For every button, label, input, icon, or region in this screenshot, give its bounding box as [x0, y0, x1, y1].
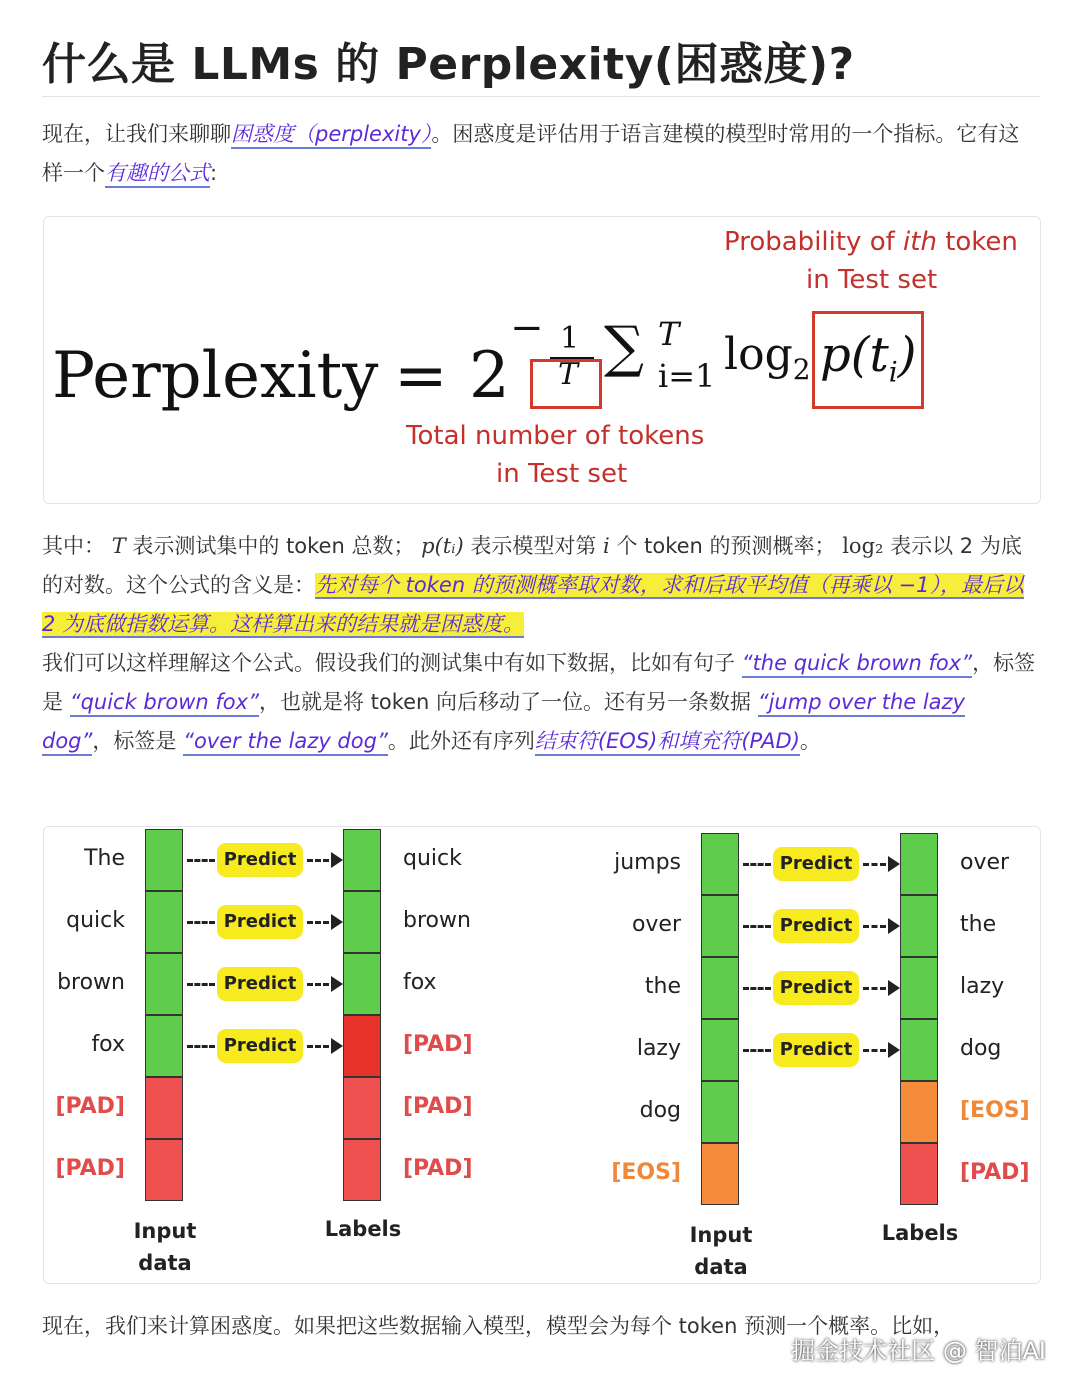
right-input-cell [701, 1019, 739, 1081]
perplexity-link[interactable]: 困惑度（perplexity） [231, 122, 431, 149]
left-label-token: brown [403, 908, 471, 933]
left-predict-label: Predict [217, 967, 303, 1001]
right-arrow-dash [743, 987, 771, 990]
left-input-token: The [84, 846, 125, 871]
right-input-token: [EOS] [611, 1160, 681, 1185]
explain-text: 表示以 2 为底的对数。这个公式的含义是： [42, 534, 1022, 597]
left-input-token: fox [91, 1032, 125, 1057]
right-label-cell [900, 895, 938, 957]
left-label-token: fox [403, 970, 437, 995]
explain-text: 表示测试集中的 token 总数； [132, 534, 415, 558]
highlighted-meaning: 先对每个 token 的预测概率取对数，求和后取平均值（再乘以 −1），最后以 2 为底做指数运算。这样算出来的结果就是困惑度。 [42, 573, 1024, 636]
left-input-cell [145, 953, 183, 1015]
left-label-caption: Labels [324, 1217, 402, 1241]
left-label-token: quick [403, 846, 462, 871]
left-input-caption: Input data [133, 1219, 197, 1275]
explain-text: 表示模型对第 [470, 534, 597, 558]
example-link-1[interactable]: “the quick brown fox” [742, 651, 972, 678]
right-label-token: [PAD] [960, 1160, 1030, 1185]
left-arrow-dash [187, 921, 215, 924]
right-input-caption: Input data [689, 1223, 753, 1279]
right-input-cell [701, 895, 739, 957]
sum-symbol: ∑ [604, 315, 644, 380]
right-label-token: over [960, 850, 1010, 875]
left-label-cell [343, 1015, 381, 1077]
frac-denominator: T [558, 357, 579, 392]
example-link-4[interactable]: “over the lazy dog” [183, 729, 388, 756]
right-input-cell [701, 957, 739, 1019]
explain-text: 。 [799, 729, 821, 753]
left-input-cell [145, 829, 183, 891]
left-label-cell [343, 1139, 381, 1201]
formula-minus: − [510, 305, 544, 351]
left-label-cell [343, 1077, 381, 1139]
right-input-cell [701, 1143, 739, 1205]
left-input-cell [145, 891, 183, 953]
left-input-cell [145, 1015, 183, 1077]
right-input-token: the [644, 974, 681, 999]
left-arrow-dash [307, 1045, 329, 1048]
symbol-T: T [111, 534, 126, 558]
explain-text: 我们可以这样理解这个公式。假设我们的测试集中有如下数据，比如有句子 [42, 651, 735, 675]
right-arrow-dash [863, 863, 886, 866]
right-arrow-dash [863, 1049, 886, 1052]
left-label-cell [343, 829, 381, 891]
symbol-i: i [603, 534, 610, 558]
right-arrow-head-icon [888, 918, 900, 934]
watermark: 掘金技术社区 @ 智泊AI [791, 1337, 1046, 1365]
right-arrow-head-icon [888, 1042, 900, 1058]
right-input-token: lazy [636, 1036, 681, 1061]
example-link-3[interactable]: “jump over the lazy dog” [42, 690, 965, 756]
left-input-cell [145, 1077, 183, 1139]
example-link-2[interactable]: “quick brown fox” [70, 690, 259, 717]
prob-term: $p(t_i)$ [820, 327, 917, 389]
explain-text: ，标签是 [42, 651, 1036, 714]
right-label-cell [900, 957, 938, 1019]
left-arrow-head-icon [331, 852, 343, 868]
prob-label-line1: Probability of ith token [724, 227, 1018, 257]
right-predict-label: Predict [773, 971, 859, 1005]
right-predict-label: Predict [773, 909, 859, 943]
formula-link[interactable]: 有趣的公式 [105, 161, 210, 188]
right-arrow-head-icon [888, 980, 900, 996]
intro-text: 现在，让我们来聊聊 [42, 122, 231, 146]
probability-box [812, 311, 924, 409]
right-label-cell [900, 1081, 938, 1143]
left-input-token: [PAD] [55, 1094, 125, 1119]
total-label-line1: Total number of tokens [406, 421, 705, 451]
left-input-token: quick [66, 908, 125, 933]
explain-text: 其中： [42, 534, 105, 558]
right-input-token: over [631, 912, 681, 937]
left-arrow-dash [187, 859, 215, 862]
left-predict-label: Predict [217, 1029, 303, 1063]
formula-lhs: Perplexity [52, 339, 379, 413]
title-divider [42, 96, 1040, 97]
explain-text: ，标签是 [92, 729, 177, 753]
left-predict-label: Predict [217, 905, 303, 939]
explain-text: 个 token 的预测概率； [616, 534, 836, 558]
token-shift-diagram [43, 826, 1041, 1284]
left-arrow-dash [187, 1045, 215, 1048]
right-arrow-dash [743, 1049, 771, 1052]
formula-figure [43, 216, 1041, 504]
footer-paragraph: 现在，我们来计算困惑度。如果把这些数据输入模型，模型会为每个 token 预测一个概率。比如， [42, 1314, 955, 1338]
right-arrow-dash [863, 925, 886, 928]
eos-pad-link[interactable]: 结束符(EOS)和填充符(PAD) [535, 729, 800, 756]
right-label-token: lazy [960, 974, 1005, 999]
left-label-token: [PAD] [403, 1032, 473, 1057]
total-label-line2: in Test set [496, 459, 628, 489]
left-arrow-dash [307, 921, 329, 924]
left-label-cell [343, 953, 381, 1015]
intro-paragraph [42, 115, 1040, 193]
intro-text-2: 。困惑度是评估用于语言建模的模型时常用的一个指标。它有这样一个 [42, 122, 1020, 185]
right-arrow-dash [743, 863, 771, 866]
right-arrow-dash [743, 925, 771, 928]
right-input-cell [701, 833, 739, 895]
log-text: $\log_2$ [724, 329, 811, 386]
formula-equals: = [394, 339, 448, 413]
explain-text: ，也就是将 token 向后移动了一位。还有另一条数据 [258, 690, 752, 714]
explain-text: 。此外还有序列 [387, 729, 535, 753]
left-arrow-head-icon [331, 976, 343, 992]
left-input-token: [PAD] [55, 1156, 125, 1181]
intro-colon: : [210, 161, 218, 185]
prob-label-line2: in Test set [806, 265, 938, 295]
left-arrow-dash [307, 983, 329, 986]
left-arrow-head-icon [331, 914, 343, 930]
sum-lower: i=1 [658, 357, 716, 395]
right-input-token: dog [639, 1098, 681, 1123]
left-input-token: brown [57, 970, 125, 995]
left-label-cell [343, 891, 381, 953]
right-label-cell [900, 1019, 938, 1081]
right-input-cell [701, 1081, 739, 1143]
total-tokens-box [530, 359, 602, 409]
explanation-paragraph [42, 527, 1040, 761]
right-label-caption: Labels [881, 1221, 959, 1245]
right-label-token: the [960, 912, 997, 937]
right-label-cell [900, 833, 938, 895]
right-arrow-dash [863, 987, 886, 990]
right-label-token: [EOS] [960, 1098, 1030, 1123]
left-label-token: [PAD] [403, 1094, 473, 1119]
right-predict-label: Predict [773, 847, 859, 881]
left-arrow-dash [307, 859, 329, 862]
right-label-cell [900, 1143, 938, 1205]
symbol-pti: p(tᵢ) [421, 534, 464, 558]
left-predict-label: Predict [217, 843, 303, 877]
right-arrow-head-icon [888, 856, 900, 872]
sum-upper: T [658, 315, 680, 353]
right-input-token: jumps [614, 850, 681, 875]
left-arrow-head-icon [331, 1038, 343, 1054]
formula-base: 2 [469, 339, 510, 413]
right-label-token: dog [960, 1036, 1002, 1061]
symbol-log2: log₂ [842, 534, 884, 558]
page-title: 什么是 LLMs 的 Perplexity(困惑度)? [42, 39, 855, 90]
right-predict-label: Predict [773, 1033, 859, 1067]
left-arrow-dash [187, 983, 215, 986]
frac-numerator: 1 [560, 321, 580, 356]
left-input-cell [145, 1139, 183, 1201]
left-label-token: [PAD] [403, 1156, 473, 1181]
